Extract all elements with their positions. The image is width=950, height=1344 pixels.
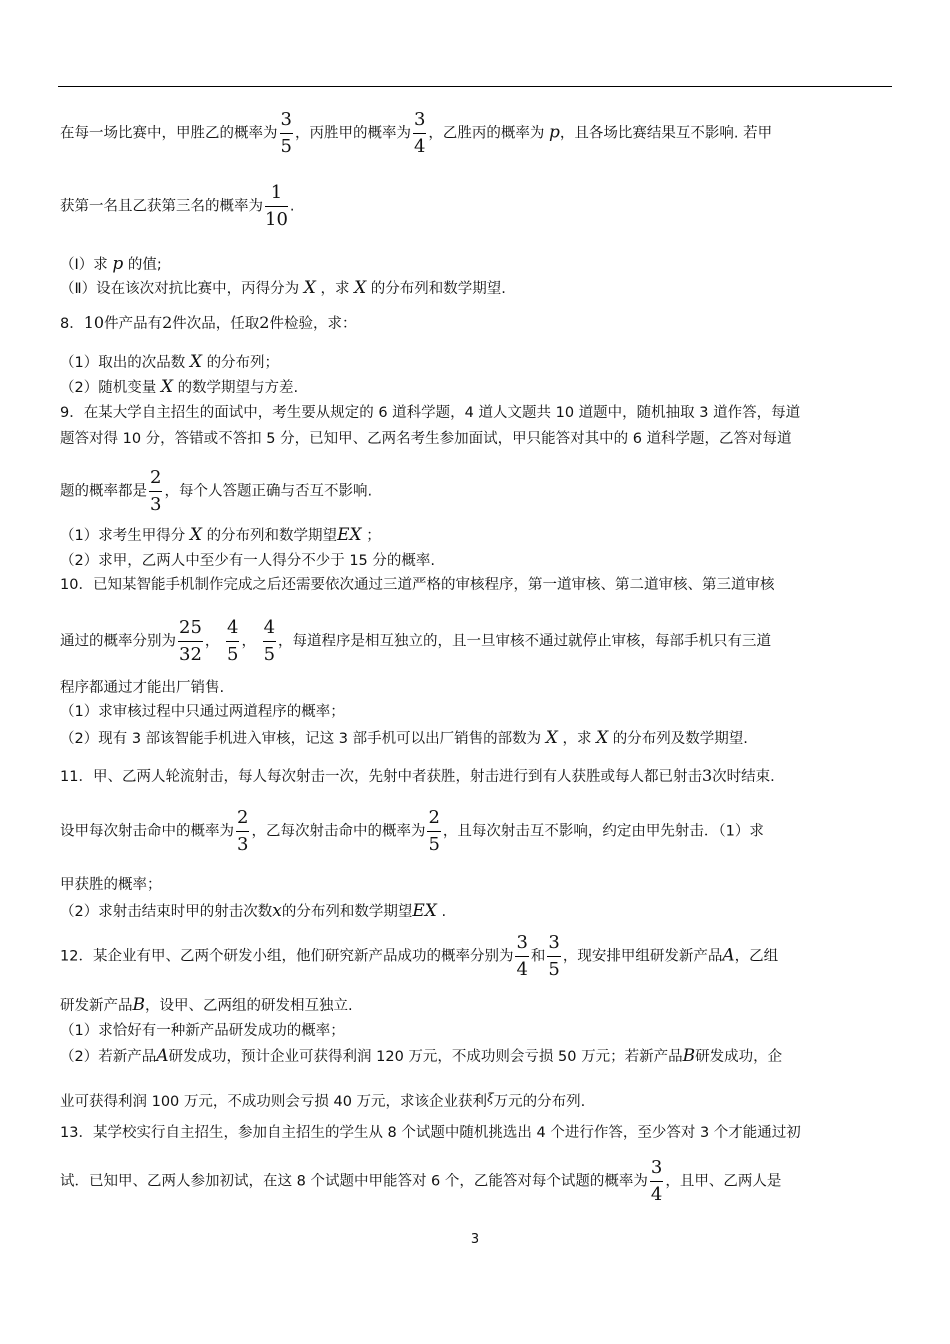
- block1-q1: （Ⅰ）求 p 的值;: [60, 254, 162, 274]
- problem-9-line3: 题的概率都是 $\frac{2}{3}$ ，每个人答题正确与否互不影响.: [60, 467, 373, 515]
- problem-10-q2: （2）现有 3 部该智能手机进入审核，记这 3 部手机可以出厂销售的部数为 X ，求 X 的分布列及数学期望.: [60, 728, 748, 748]
- problem-9-line1: 9．在某大学自主招生的面试中，考生要从规定的 6 道科学题，4 道人文题共 10 道题中，随机抽取 3 道作答，每道: [60, 405, 801, 421]
- fraction: $\frac{25}{32}$: [179, 617, 202, 665]
- problem-12-q2-line2: 业可获得利润 100 万元，不成功则会亏损 40 万元，求该企业获利$^\xi$万元的分布列.: [60, 1091, 586, 1110]
- problem-10-line2: 通过的概率分别为 $\frac{25}{32}$ ， $\frac{4}{5}$ ， $\frac{4}{5}$ ，每道程序是相互独立的，且一旦审核不通过就停止审核，每部手机只有三道: [60, 617, 772, 665]
- problem-13-line1: 13．某学校实行自主招生，参加自主招生的学生从 8 个试题中随机挑选出 4 个进行作答，至少答对 3 个才能通过初: [60, 1125, 801, 1141]
- problem-13-line2: 试．已知甲、乙两人参加初试，在这 8 个试题中甲能答对 6 个，乙能答对每个试题的概率为 $\frac{3}{4}$ ，且甲、乙两人是: [60, 1157, 782, 1205]
- problem-9-q2: （2）求甲，乙两人中至少有一人得分不少于 15 分的概率.: [60, 553, 436, 569]
- fraction: $\frac{3}{4}$: [516, 932, 528, 980]
- fraction: $\frac{4}{5}$: [263, 617, 276, 665]
- fraction: $\frac{3}{5}$: [280, 109, 292, 157]
- problem-11-line2: 设甲每次射击命中的概率为 $\frac{2}{3}$ ，乙每次射击命中的概率为 $\frac{2}{5}$ ，且每次射击互不影响，约定由甲先射击．（1）求: [60, 807, 764, 855]
- problem-12-line1: 12．某企业有甲、乙两个研发小组，他们研究新产品成功的概率分别为 $\frac{3}{4}$ 和 $\frac{3}{5}$ ，现安排甲组研发新产品A，乙组: [60, 932, 779, 980]
- problem-8: 8．10件产品有2件次品，任取2件检验，求：: [60, 313, 357, 332]
- var-x: X: [303, 278, 316, 298]
- var-p: p: [112, 254, 124, 274]
- fraction: $\frac{2}{3}$: [150, 467, 162, 515]
- problem-8-q1: （1）取出的次品数 X 的分布列；: [60, 352, 280, 372]
- text: .: [289, 198, 295, 215]
- text: ，且各场比赛结果互不影响. 若甲: [559, 125, 773, 142]
- text: 在每一场比赛中，甲胜乙的概率为: [60, 125, 278, 142]
- problem-9-line2: 题答对得 10 分，答错或不答扣 5 分，已知甲、乙两名考生参加面试，甲只能答对其中的 6 道科学题，乙答对每道: [60, 431, 792, 447]
- problem-11-q2: （2）求射击结束时甲的射击次数x的分布列和数学期望EX .: [60, 901, 447, 921]
- problem-12-line2: 研发新产品B，设甲、乙两组的研发相互独立.: [60, 995, 353, 1015]
- text: ，乙胜丙的概率为: [428, 125, 545, 142]
- var-x: X: [354, 278, 367, 298]
- problem-12-q1: （1）求恰好有一种新产品研发成功的概率；: [60, 1023, 345, 1039]
- fraction: $\frac{1}{10}$: [265, 182, 288, 230]
- fraction: $\frac{2}{5}$: [428, 807, 440, 855]
- fraction: $\frac{3}{5}$: [548, 932, 560, 980]
- problem-11-line1: 11．甲、乙两人轮流射击，每人每次射击一次，先射中者获胜，射击进行到有人获胜或每人都已射击3次时结束.: [60, 766, 775, 785]
- block1-line1: [60, 110, 892, 157]
- text: 获第一名且乙获第三名的概率为: [60, 198, 263, 215]
- problem-10-line3: 程序都通过才能出厂销售.: [60, 680, 225, 696]
- problem-9-q1: （1）求考生甲得分 X 的分布列和数学期望EX ；: [60, 525, 381, 545]
- fraction: $\frac{4}{5}$: [227, 617, 239, 665]
- fraction: $\frac{3}{4}$: [650, 1157, 663, 1205]
- block1-q2: （Ⅱ）设在该次对抗比赛中，丙得分为 X ，求 X 的分布列和数学期望.: [60, 278, 506, 298]
- problem-10-line1: 10．已知某智能手机制作完成之后还需要依次通过三道严格的审核程序，第一道审核、第二道审核、第三道审核: [60, 577, 775, 593]
- fraction: $\frac{3}{4}$: [413, 109, 426, 157]
- text: ，丙胜甲的概率为: [294, 125, 411, 142]
- problem-11-line3: 甲获胜的概率；: [60, 877, 162, 893]
- page-number: 3: [470, 1232, 480, 1247]
- problem-12-q2: （2）若新产品A研发成功，预计企业可获得利润 120 万元，不成功则会亏损 50 万元；若新产品B研发成功，企: [60, 1046, 783, 1066]
- problem-10-q1: （1）求审核过程中只通过两道程序的概率；: [60, 704, 345, 720]
- problem-8-q2: （2）随机变量 X 的数学期望与方差.: [60, 377, 299, 397]
- header-rule: [58, 86, 892, 87]
- fraction: $\frac{2}{3}$: [237, 807, 249, 855]
- block1-line2: [60, 183, 892, 230]
- var-p: p: [549, 122, 560, 143]
